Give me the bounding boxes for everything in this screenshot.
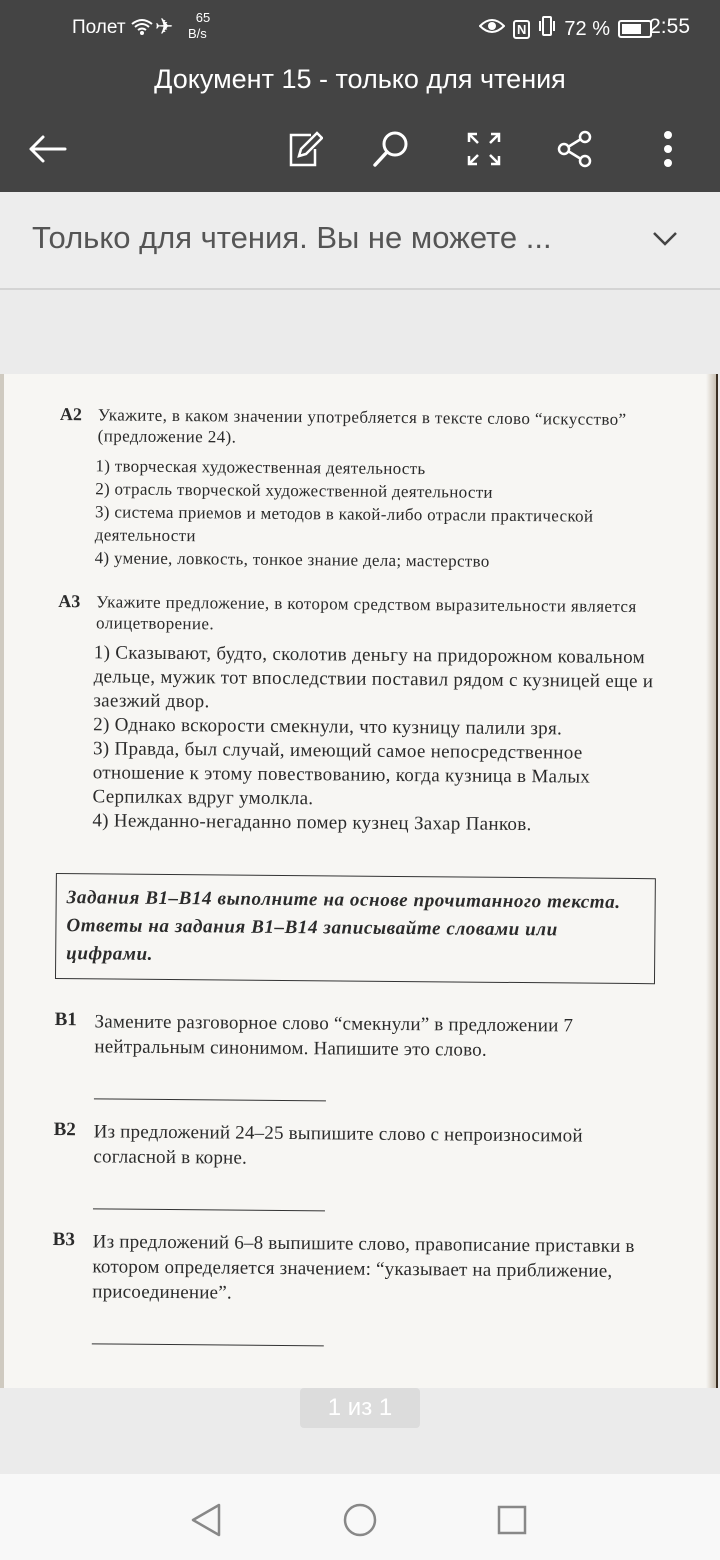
edit-button[interactable] — [278, 126, 328, 176]
answer-option: 3) Правда, был случай, имеющий самое непосредственное отношение к этому повествованию, когда кузница в Малых Серпилках вдруг умолкла. — [92, 738, 591, 810]
network-speed-unit: B/s — [188, 26, 207, 41]
airplane-icon: ✈ — [155, 14, 174, 39]
document-content — [52, 404, 660, 1369]
question-number: В1 — [54, 1008, 77, 1031]
read-only-message: Только для чтения. Вы не можете ... — [32, 220, 552, 255]
wifi-icon — [131, 17, 153, 42]
status-bar — [0, 0, 720, 56]
question-b1 — [54, 1009, 654, 1064]
answer-option: 3) система приемов и методов в какой-либо отрасли практической деятельности — [94, 502, 594, 546]
battery-label: 72 % — [564, 17, 610, 40]
document-title: Документ 15 - только для чтения — [154, 64, 566, 94]
question-b2 — [53, 1119, 653, 1174]
more-options-button[interactable] — [643, 126, 693, 176]
document-page[interactable] — [0, 374, 718, 1388]
back-button[interactable] — [22, 126, 72, 176]
edit-icon — [283, 129, 323, 174]
clock: 2:55 — [649, 15, 690, 38]
chevron-down-icon[interactable] — [652, 230, 678, 253]
read-only-banner[interactable] — [0, 192, 720, 290]
app-bar — [0, 56, 720, 192]
question-number: В3 — [52, 1228, 75, 1251]
question-text: Укажите предложение, в котором средством выразительности является олицетворение. — [96, 592, 637, 634]
answer-option: 1) Сказывают, будто, сколотив деньгу на придорожном ковальном дельце, мужик тот впоследствии поставил рядом с кузницей еще и заезжий двор. — [93, 642, 654, 713]
search-button[interactable] — [366, 126, 416, 176]
question-b3 — [52, 1229, 653, 1309]
more-icon — [663, 130, 673, 173]
question-text: Из предложений 6–8 выпишите слово, правописание приставки в котором определяется значением: “указывает на приближение, присоединение”. — [92, 1231, 635, 1304]
battery-fill — [622, 24, 641, 34]
question-number: А2 — [59, 404, 82, 425]
carrier-label: Полет — [72, 17, 126, 38]
question-a3 — [56, 591, 658, 838]
recents-nav-icon[interactable] — [490, 1498, 534, 1542]
answer-line — [93, 1189, 325, 1211]
question-number: В2 — [53, 1118, 76, 1141]
vibrate-icon — [538, 15, 556, 43]
page-shadow — [706, 374, 716, 1388]
question-text: Замените разговорное слово “смекнули” в предложении 7 нейтральным синонимом. Напишите это слово. — [94, 1011, 574, 1061]
battery-icon — [618, 20, 652, 38]
answer-line — [94, 1079, 326, 1101]
page-indicator: 1 из 1 — [300, 1388, 420, 1428]
share-button[interactable] — [550, 126, 600, 176]
home-nav-icon[interactable] — [338, 1498, 382, 1542]
nfc-icon: N — [513, 20, 530, 39]
page-edge — [0, 374, 4, 1388]
status-icons — [479, 15, 652, 43]
question-number: А3 — [58, 590, 81, 612]
fullscreen-icon — [466, 131, 502, 172]
answer-option: 4) умение, ловкость, тонкое знание дела; мастерство — [94, 548, 490, 571]
back-nav-icon[interactable] — [184, 1498, 228, 1542]
answer-option: 2) отрасль творческой художественной деятельности — [95, 479, 493, 502]
eye-icon — [479, 16, 505, 42]
network-speed-value: 65 — [195, 10, 211, 25]
network-speed — [188, 10, 218, 42]
fullscreen-button[interactable] — [459, 126, 509, 176]
question-a2 — [59, 404, 660, 574]
answer-options — [95, 454, 660, 574]
search-icon — [371, 129, 411, 174]
answer-options — [92, 641, 658, 838]
question-text: Укажите, в каком значении употребляется в тексте слово “искусство” (предложение 24). — [97, 405, 627, 447]
answer-option: 2) Однако вскорости смекнули, что кузницу палили зря. — [93, 714, 563, 740]
answer-option: 4) Нежданно-негаданно помер кузнец Захар Панков. — [92, 810, 532, 836]
task-instructions-box: Задания В1–В14 выполните на основе прочитанного текста. Ответы на задания В1–В14 записывайте словами или цифрами. — [55, 873, 656, 984]
navigation-bar — [0, 1474, 720, 1560]
share-icon — [556, 130, 594, 173]
answer-option: 1) творческая художественная деятельность — [95, 456, 426, 479]
answer-line — [92, 1324, 324, 1346]
question-text: Из предложений 24–25 выпишите слово с непроизносимой согласной в корне. — [93, 1121, 583, 1169]
back-icon — [27, 134, 67, 169]
